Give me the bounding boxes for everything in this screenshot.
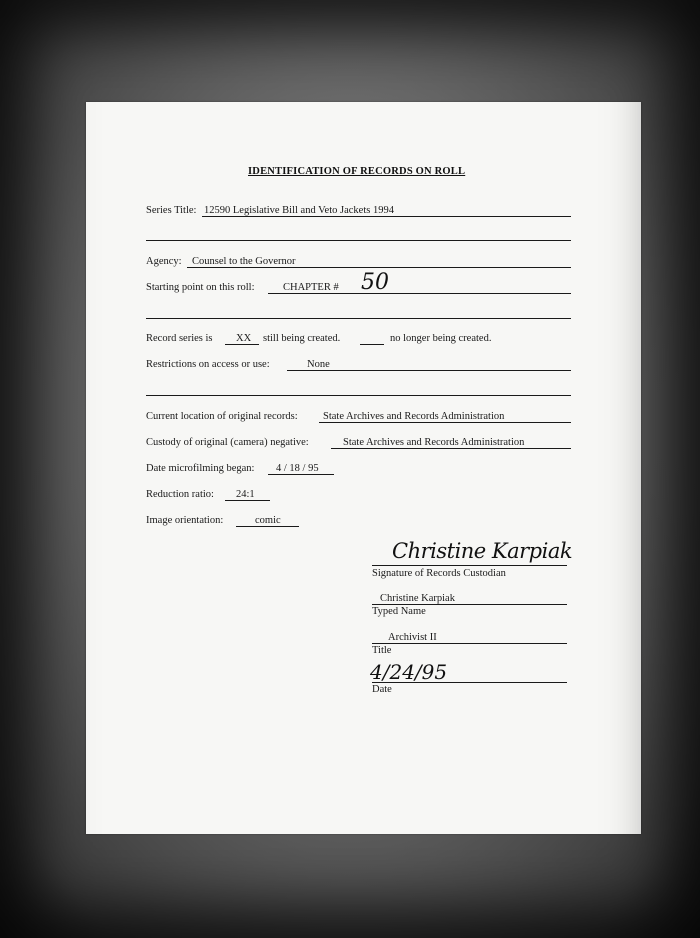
restrictions-line-2 xyxy=(146,395,571,396)
typed-name-value: Christine Karpiak xyxy=(380,593,455,604)
no-longer-line xyxy=(360,344,384,345)
signature-line xyxy=(372,565,567,566)
starting-point-label: Starting point on this roll: xyxy=(146,282,255,293)
custody-label: Custody of original (camera) negative: xyxy=(146,437,309,448)
agency-line xyxy=(187,267,571,268)
still-created-line xyxy=(225,344,259,345)
reduction-label: Reduction ratio: xyxy=(146,489,214,500)
orientation-line xyxy=(236,526,299,527)
signature-label: Signature of Records Custodian xyxy=(372,568,506,579)
current-location-value: State Archives and Records Administration xyxy=(323,411,505,422)
starting-point-line xyxy=(268,293,571,294)
typed-name-label: Typed Name xyxy=(372,606,426,617)
agency-label: Agency: xyxy=(146,256,182,267)
custodian-signature: Christine Karpiak xyxy=(392,539,573,563)
title-value: Archivist II xyxy=(388,632,437,643)
reduction-line xyxy=(225,500,270,501)
date-line xyxy=(372,682,567,683)
no-longer-being-created-text: no longer being created. xyxy=(390,333,492,344)
starting-point-handwritten: 50 xyxy=(361,270,389,295)
series-title-value: 12590 Legislative Bill and Veto Jackets 1994 xyxy=(204,205,394,216)
title-line xyxy=(372,643,567,644)
reduction-value: 24:1 xyxy=(236,489,255,500)
date-began-value: 4 / 18 / 95 xyxy=(276,463,319,474)
orientation-value: comic xyxy=(255,515,281,526)
custody-line xyxy=(331,448,571,449)
series-title-label: Series Title: xyxy=(146,205,197,216)
records-form-sheet xyxy=(86,102,641,834)
restrictions-line xyxy=(287,370,571,371)
record-series-label: Record series is xyxy=(146,333,213,344)
form-title: IDENTIFICATION OF RECORDS ON ROLL xyxy=(248,166,466,177)
restrictions-label: Restrictions on access or use: xyxy=(146,359,270,370)
current-location-label: Current location of original records: xyxy=(146,411,298,422)
current-location-line xyxy=(319,422,571,423)
date-began-line xyxy=(268,474,334,475)
restrictions-value: None xyxy=(307,359,330,370)
typed-name-line xyxy=(372,604,567,605)
agency-value: Counsel to the Governor xyxy=(192,256,296,267)
series-title-line xyxy=(202,216,571,217)
starting-point-value: CHAPTER # xyxy=(283,282,339,293)
date-label: Date xyxy=(372,684,392,695)
record-series-mark: XX xyxy=(236,333,252,344)
still-being-created-text: still being created. xyxy=(263,333,341,344)
series-title-line-2 xyxy=(146,240,571,241)
orientation-label: Image orientation: xyxy=(146,515,224,526)
handwritten-date: 4/24/95 xyxy=(370,660,448,684)
starting-point-line-2 xyxy=(146,318,571,319)
title-label: Title xyxy=(372,645,392,656)
date-began-label: Date microfilming began: xyxy=(146,463,255,474)
custody-value: State Archives and Records Administration xyxy=(343,437,525,448)
